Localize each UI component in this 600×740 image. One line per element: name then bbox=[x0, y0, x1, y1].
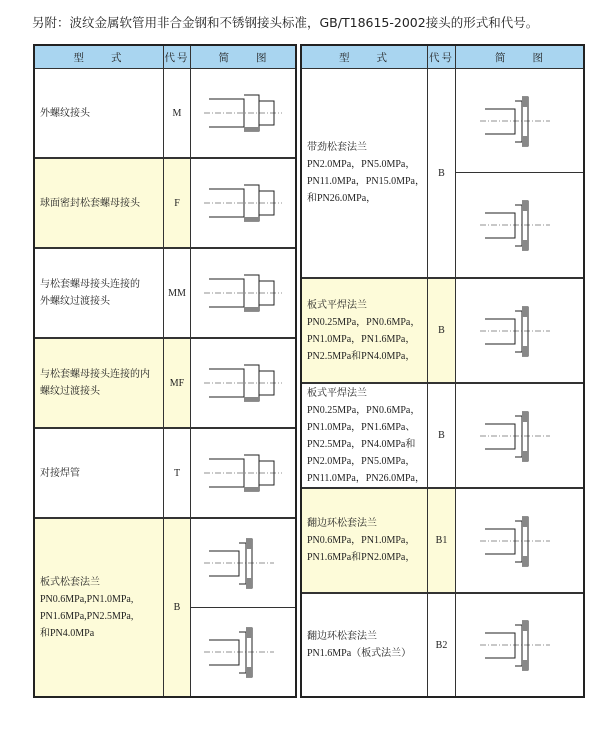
row-code: B1 bbox=[427, 488, 456, 593]
header-diagram: 简 图 bbox=[455, 44, 585, 69]
row-type: 球面密封松套螺母接头 bbox=[33, 158, 164, 248]
row-diagram bbox=[455, 68, 585, 173]
header-type: 型 式 bbox=[33, 44, 164, 69]
row-diagram bbox=[190, 338, 297, 428]
row-type: 板式松套法兰 PN0.6MPa,PN1.0MPa, PN1.6MPa,PN2.5MPa, 和PN4.0MPa bbox=[33, 518, 164, 697]
row-diagram bbox=[190, 607, 297, 697]
row-code: B2 bbox=[427, 593, 456, 697]
row-diagram bbox=[455, 383, 585, 488]
row-type: 翻边环松套法兰 PN0.6MPa，PN1.0MPa， PN1.6MPa和PN2.0MPa， bbox=[300, 488, 428, 593]
fitting-diagram-icon bbox=[480, 299, 560, 363]
header-diagram: 简 图 bbox=[190, 44, 297, 69]
fitting-diagram-icon bbox=[204, 261, 284, 325]
row-code: MM bbox=[163, 248, 191, 338]
fitting-diagram-icon bbox=[480, 509, 560, 573]
header-type: 型 式 bbox=[300, 44, 428, 69]
row-diagram bbox=[190, 248, 297, 338]
row-code: B bbox=[427, 68, 456, 278]
row-code: M bbox=[163, 68, 191, 158]
fitting-diagram-icon bbox=[480, 193, 560, 257]
row-diagram bbox=[190, 518, 297, 608]
fitting-diagram-icon bbox=[204, 441, 284, 505]
fitting-diagram-icon bbox=[204, 531, 284, 595]
fitting-diagram-icon bbox=[480, 89, 560, 153]
document-title: 另附：波纹金属软管用非合金钢和不锈钢接头标准，GB/T18615-2002接头的形式和代号。 bbox=[32, 15, 539, 30]
fitting-diagram-icon bbox=[204, 620, 284, 684]
fitting-diagram-icon bbox=[204, 81, 284, 145]
row-type: 外螺纹接头 bbox=[33, 68, 164, 158]
fitting-diagram-icon bbox=[204, 351, 284, 415]
fitting-diagram-icon bbox=[480, 404, 560, 468]
row-type: 翻边环松套法兰 PN1.6MPa（板式法兰） bbox=[300, 593, 428, 697]
row-type: 带劲松套法兰 PN2.0MPa，PN5.0MPa， PN11.0MPa，PN15.0MPa， 和PN26.0MPa， bbox=[300, 68, 428, 278]
row-diagram bbox=[190, 68, 297, 158]
row-code: T bbox=[163, 428, 191, 518]
row-type: 对接焊管 bbox=[33, 428, 164, 518]
row-code: B bbox=[427, 383, 456, 488]
row-diagram bbox=[455, 278, 585, 383]
row-diagram bbox=[190, 428, 297, 518]
row-type: 板式平焊法兰 PN0.25MPa，PN0.6MPa， PN1.0MPa，PN1.6MPa， PN2.5MPa和PN4.0MPa， bbox=[300, 278, 428, 383]
row-type: 与松套螺母接头连接的内 螺纹过渡接头 bbox=[33, 338, 164, 428]
header-code: 代号 bbox=[163, 44, 191, 69]
fitting-diagram-icon bbox=[480, 613, 560, 677]
row-code: F bbox=[163, 158, 191, 248]
row-code: B bbox=[163, 518, 191, 697]
fitting-diagram-icon bbox=[204, 171, 284, 235]
row-type: 与松套螺母接头连接的 外螺纹过渡接头 bbox=[33, 248, 164, 338]
row-diagram bbox=[455, 172, 585, 278]
row-code: MF bbox=[163, 338, 191, 428]
row-diagram bbox=[455, 593, 585, 697]
row-diagram bbox=[455, 488, 585, 593]
row-code: B bbox=[427, 278, 456, 383]
row-type: 板式平焊法兰 PN0.25MPa，PN0.6MPa， PN1.0MPa，PN1.6MPa、 PN2.5MPa，PN4.0MPa和 PN2.0MPa，PN5.0MPa， PN11.0MPa，PN26.0MPa， bbox=[300, 383, 428, 488]
header-code: 代号 bbox=[427, 44, 456, 69]
row-diagram bbox=[190, 158, 297, 248]
